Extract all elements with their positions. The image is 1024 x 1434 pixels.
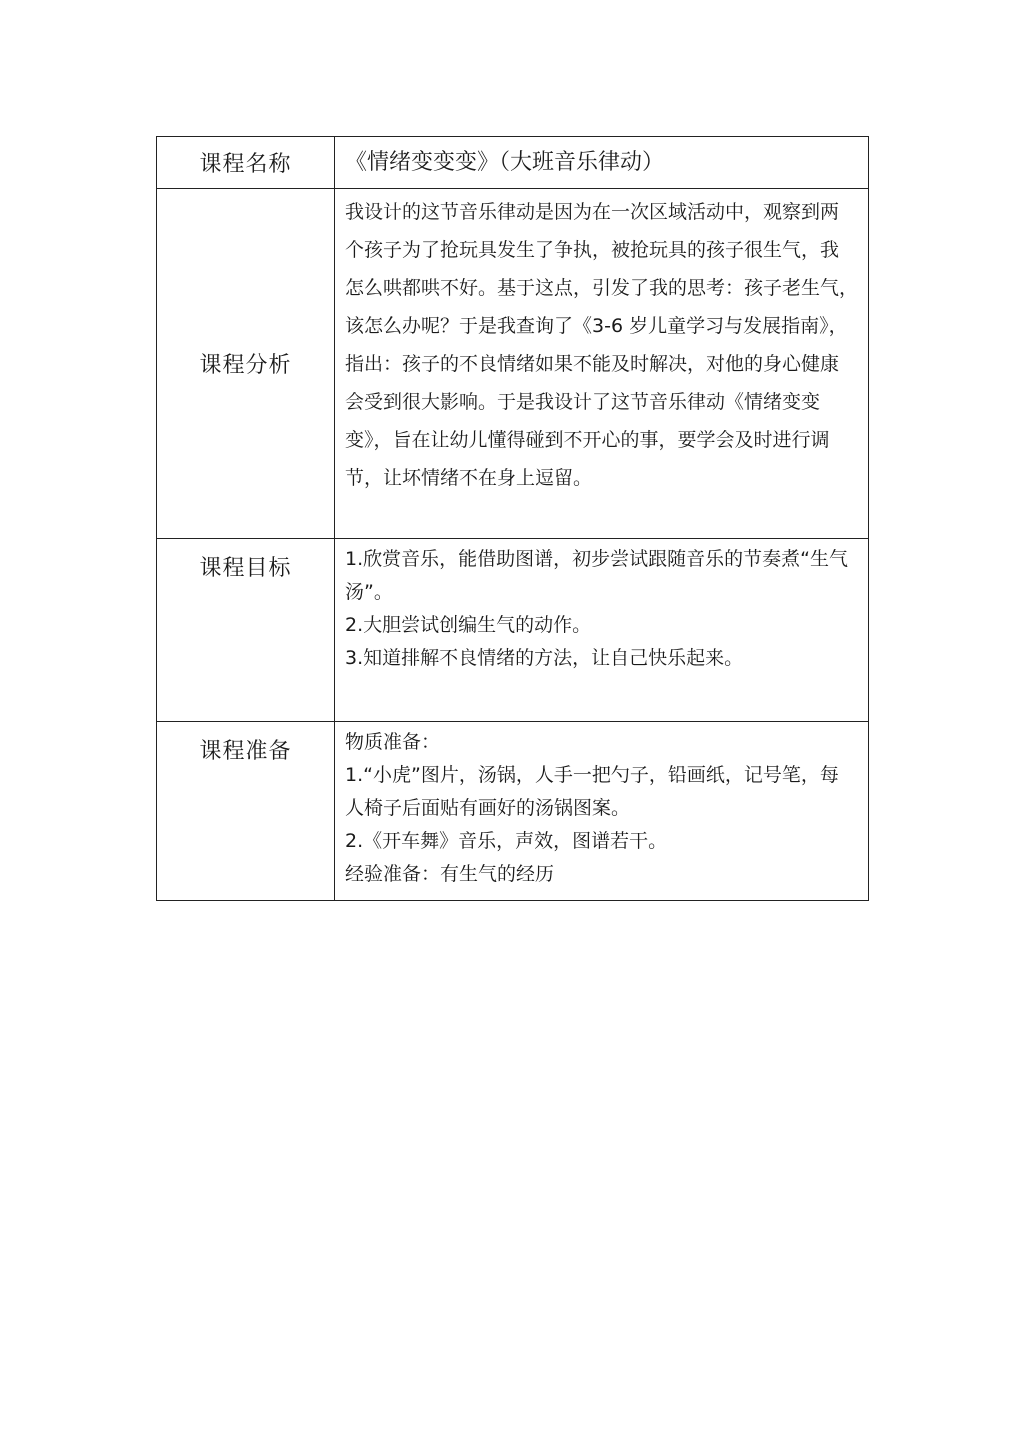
analysis-line: 个孩子为了抢玩具发生了争执，被抢玩具的孩子很生气，我	[345, 239, 840, 261]
course-analysis-value	[335, 189, 869, 539]
goals-line: 汤”。	[345, 581, 393, 603]
table-row-course-goals	[157, 539, 869, 722]
analysis-line: 怎么哄都哄不好。基于这点，引发了我的思考：孩子老生气，	[345, 277, 859, 299]
preparation-line: 2.《开车舞》音乐，声效，图谱若干。	[345, 830, 668, 852]
analysis-line: 变》，旨在让幼儿懂得碰到不开心的事，要学会及时进行调	[345, 429, 830, 451]
preparation-line: 经验准备：有生气的经历	[345, 863, 555, 885]
analysis-line: 该怎么办呢？于是我查询了《3-6 岁儿童学习与发展指南》，	[345, 315, 848, 337]
course-goals-value	[335, 539, 869, 722]
course-preparation-value	[335, 722, 869, 901]
analysis-line: 会受到很大影响。于是我设计了这节音乐律动《情绪变变	[345, 391, 821, 413]
analysis-line: 我设计的这节音乐律动是因为在一次区域活动中，观察到两	[345, 201, 840, 223]
course-plan-table	[156, 136, 869, 901]
table-row-course-name	[157, 137, 869, 189]
course-name-value: 《情绪变变变》（大班音乐律动）	[335, 137, 869, 189]
table-row-course-analysis	[157, 189, 869, 539]
course-preparation-label: 课程准备	[157, 722, 335, 901]
goals-line: 3.知道排解不良情绪的方法，让自己快乐起来。	[345, 647, 744, 669]
course-goals-label: 课程目标	[157, 539, 335, 722]
analysis-line: 指出：孩子的不良情绪如果不能及时解决，对他的身心健康	[345, 353, 840, 375]
preparation-line: 物质准备：	[345, 731, 441, 753]
course-name-label: 课程名称	[157, 137, 335, 189]
preparation-line: 1.“小虎”图片，汤锅，人手一把勺子，铅画纸，记号笔，每	[345, 764, 839, 786]
course-analysis-label: 课程分析	[157, 189, 335, 539]
goals-line: 2.大胆尝试创编生气的动作。	[345, 614, 592, 636]
analysis-line: 节，让坏情绪不在身上逗留。	[345, 467, 593, 489]
preparation-line: 人椅子后面贴有画好的汤锅图案。	[345, 797, 631, 819]
table-row-course-preparation	[157, 722, 869, 901]
goals-line: 1.欣赏音乐，能借助图谱，初步尝试跟随音乐的节奏煮“生气	[345, 548, 848, 570]
